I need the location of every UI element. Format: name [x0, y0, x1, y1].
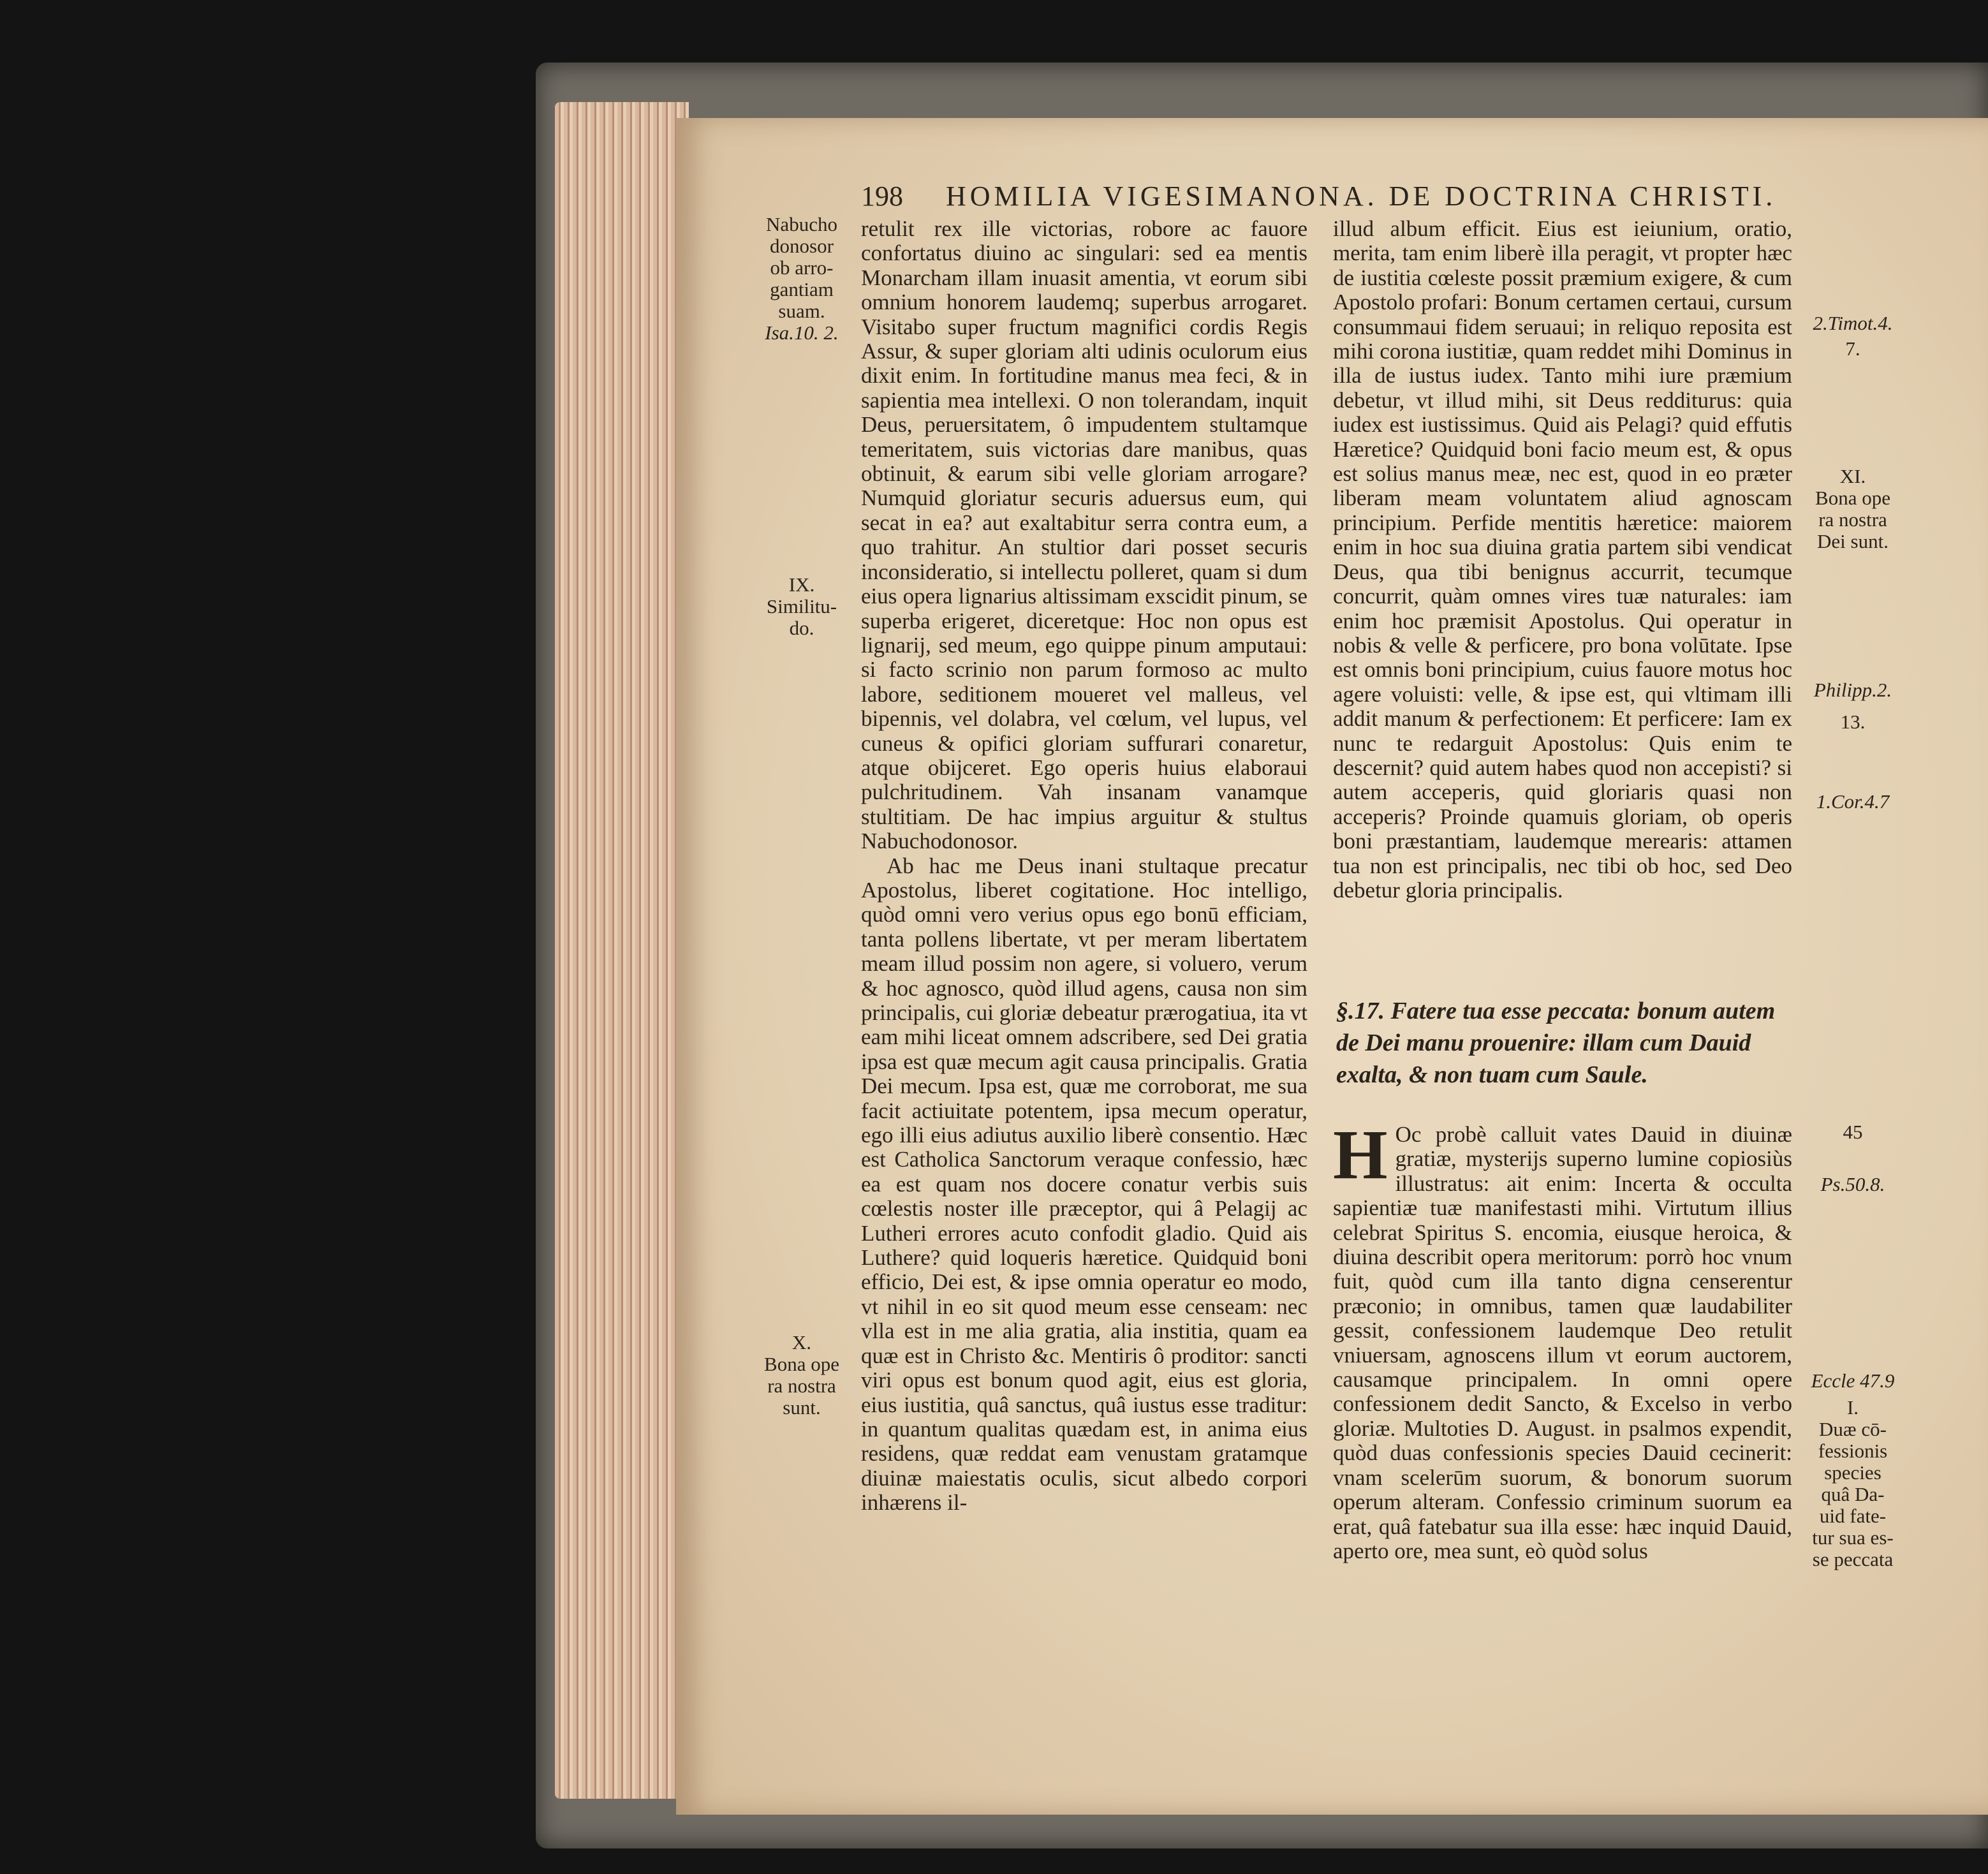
margin-note-right-7: 45 [1843, 1121, 1863, 1143]
margin-note-right-8: Ps.50.8. [1820, 1173, 1885, 1195]
column-left [861, 217, 1307, 1516]
section-heading: §.17. Fatere tua esse peccata: bonum autem de Dei manu prouenire: illam cum Dauid exalta, & non tuam cum Saule. [1336, 998, 1776, 1088]
paragraph: H Oc probè calluit vates Dauid in diuinæ gratiæ, mysterijs superno lumine copiosiùs illustratus: ait enim: Incerta & occulta sapientiæ tuæ manifestasti mihi. Virtutum illius celebrat Spiritus S. encomia, eiusque heroica, & diuina describit opera meritorum: porrò hoc vnum fuit, quòd cum illa tanto digna censerentur præconio; in omnibus, tamen quæ laudabiliter gessit, confessionem laudemque Deo retulit vniuersam, agnoscens illum vt eorum auctorem, causamque principalem. In omni opere confessionem dedit Sancto, & Excelso in verbo gloriæ. Multoties D. August. in psalmos expendit, quòd duas confessionis species Dauid cecinerit: vnam scelerūm suorum, & bonorum suorum operum alteram. Confessio criminum suorum ea erat, quâ fatebatur sua illa esse: hæc inquid Dauid, aperto ore, mea sunt, eò quòd solus [1333, 1116, 1792, 1563]
margin-note-right-9: Eccle 47.9 [1811, 1369, 1895, 1392]
paragraph: retulit rex ille victorias, robore ac fauore confortatus diuino ac singulari: sed ea mentis Monarcham illam inuasit amentia, vt eorum sibi omnium honorem laudemq; superbus arrogaret. Visitabo super fructum magnifici cordis Regis Assur, & super gloriam alti udinis oculorum eius dixit enim. In fortitudine manus mea feci, & in sapientia mea intellexi. O non tolerandam, inquit Deus, peruersitatem, ô impudentem stultamque temeritatem, suis victorias dare manibus, quas obtinuit, & earum sibi velle gloriam arrogare? Numquid gloriatur securis aduersus eum, qui secat in ea? aut exaltabitur serra contra eum, a quo trahitur. An stultior dari posset securis inconsideratio, si intellectu polleret, quam si dum eius opera lignarius altissimam exscidit pinum, se superba erigeret, diceretque: Hoc non opus est lignarij, sed meum, ego quippe pinum amputaui: si facto scrinio non parum formoso ac multo labore, seditionem moueret vel malleus, vel bipennis, vel dolabra, vel cœlum, vel lupus, vel cuneus & opifici gloriam suffurari conaretur, atque obijceret. Ego operis huius elaboraui pulchritudinem. Vah insanam vanamque stultitiam. De hac impius arguitur & stultus Nabuchodonosor. [861, 216, 1307, 854]
margin-note-right-2: 7. [1845, 337, 1860, 360]
drop-cap: H [1333, 1116, 1388, 1193]
column-right [1333, 217, 1792, 903]
column-right-lower [1333, 1116, 1792, 1563]
margin-note-right-6: 1.Cor.4.7 [1816, 790, 1890, 813]
margin-note-right-10: I. Duæ cō- fessionis species quâ Da- uid fate- tur sua es- se peccata [1812, 1396, 1894, 1570]
paragraph: illud album efficit. Eius est ieiunium, oratio, merita, tam enim liberè illa peragit, vt propter hæc de iustitia cœleste possit præmium exigere, & cum Apostolo profari: Bonum certamen certaui, cursum consummaui fidem seruaui; in reliquo reposita est mihi corona iustitiæ, quam reddet mihi Dominus in illa de iustus iudex. Tanto mihi iure præmium debetur, vt illud mihi, sit Deus redditurus: quia iudex est iustissimus. Quid ais Pelagi? quid effutis Hæretice? Quidquid boni facio meum est, & opus est solius manus meæ, nec est, quod in eo præter liberam meam voluntatem aliud agnoscam principium. Perfide mentitis hæretice: maiorem enim in hoc sua diuina gratia partem sibi vendicat Deus, qua tibi benignus accurrit, tecumque concurrit, quàm omnes vires tuæ naturales: iam enim hoc præmisit Apostolus. Qui operatur in nobis & velle & perficere, pro bona volūtate. Ipse est omnis boni principium, cuius fauore motus hoc agere voluisti: velle, & ipse est, qui vltimam illi addit manum & perfectionem: Et perficere: Iam ex nunc te redarguit Apostolus: Quis enim te descernit? quid autem habes quod non accepisti? si autem acceperis, quid gloriaris quasi non acceperis? Proinde quamuis gloriam, ob operis boni præstantiam, laudemque merearis: attamen tua non est principalis, nec tibi ob hoc, sed Deo debetur gloria principalis. [1333, 216, 1792, 903]
margin-note-right-4: Philipp.2. [1813, 679, 1892, 701]
header-title: HOMILIA VIGESIMANONA. DE DOCTRINA CHRISTI. [946, 181, 1777, 212]
page-edges [555, 102, 689, 1799]
running-header [861, 180, 1881, 218]
paragraph: Ab hac me Deus inani stultaque precatur Apostolus, liberet cogitatione. Hoc intelligo, quòd omni vero verius opus ego bonū efficiam, tanta pollens libertate, vt per meram libertatem meam illud possim non agere, si voluero, verum & hoc agnosco, quòd illud agens, causa non sim principalis, cui gloriæ debeatur prærogatiua, ita vt eam mihi liceat omnem adscribere, sed Dei gratia ipsa est quæ mecum agit causa principalis. Gratia Dei mecum. Ipsa est, quæ me corroborat, me sua facit actiuitate potentem, ipsa mecum operatur, ego illi eius adiutus auxilio liberè consentio. Hæc est Catholica Sanctorum veraque confessio, hæc ea est quam nos docere conatur verbis suis cœlestis noster ille præceptor, qui â Pelagij ac Lutheri errores acuto confodit gladio. Quid ais Luthere? quid loqueris hæretice. Quidquid boni efficio, Dei est, & ipse omnia operatur eo modo, vt nihil in eo sit quod meum esse censeam: nec vlla est in me alia gratia, alia institia, quam ea quæ est in Christo &c. Mentiris ô proditor: sancti viri opus est bonum quod agit, eius est gloria, eius iustitia, quâ sanctus, quâ iustus esse traditur: in quantum qualitas quædam est, in anima eius residens, quæ reddat eam venustam gratamque diuinæ maiestatis oculis, sicut albedo corpori inhærens il- [861, 853, 1307, 1516]
margin-note-right-1: 2.Timot.4. [1813, 312, 1893, 334]
margin-note-right-3: XI. Bona ope ra nostra Dei sunt. [1815, 465, 1890, 552]
margin-note-left-3: X. Bona ope ra nostra sunt. [764, 1331, 839, 1419]
margin-note-right-5: 13. [1840, 711, 1866, 733]
page-number: 198 [861, 181, 903, 212]
margin-note-left-1: Nabucho donosor ob arro- gantiam suam. Isa.10. 2. [765, 213, 839, 344]
margin-note-left-2: IX. Similitu- do. [766, 573, 837, 639]
